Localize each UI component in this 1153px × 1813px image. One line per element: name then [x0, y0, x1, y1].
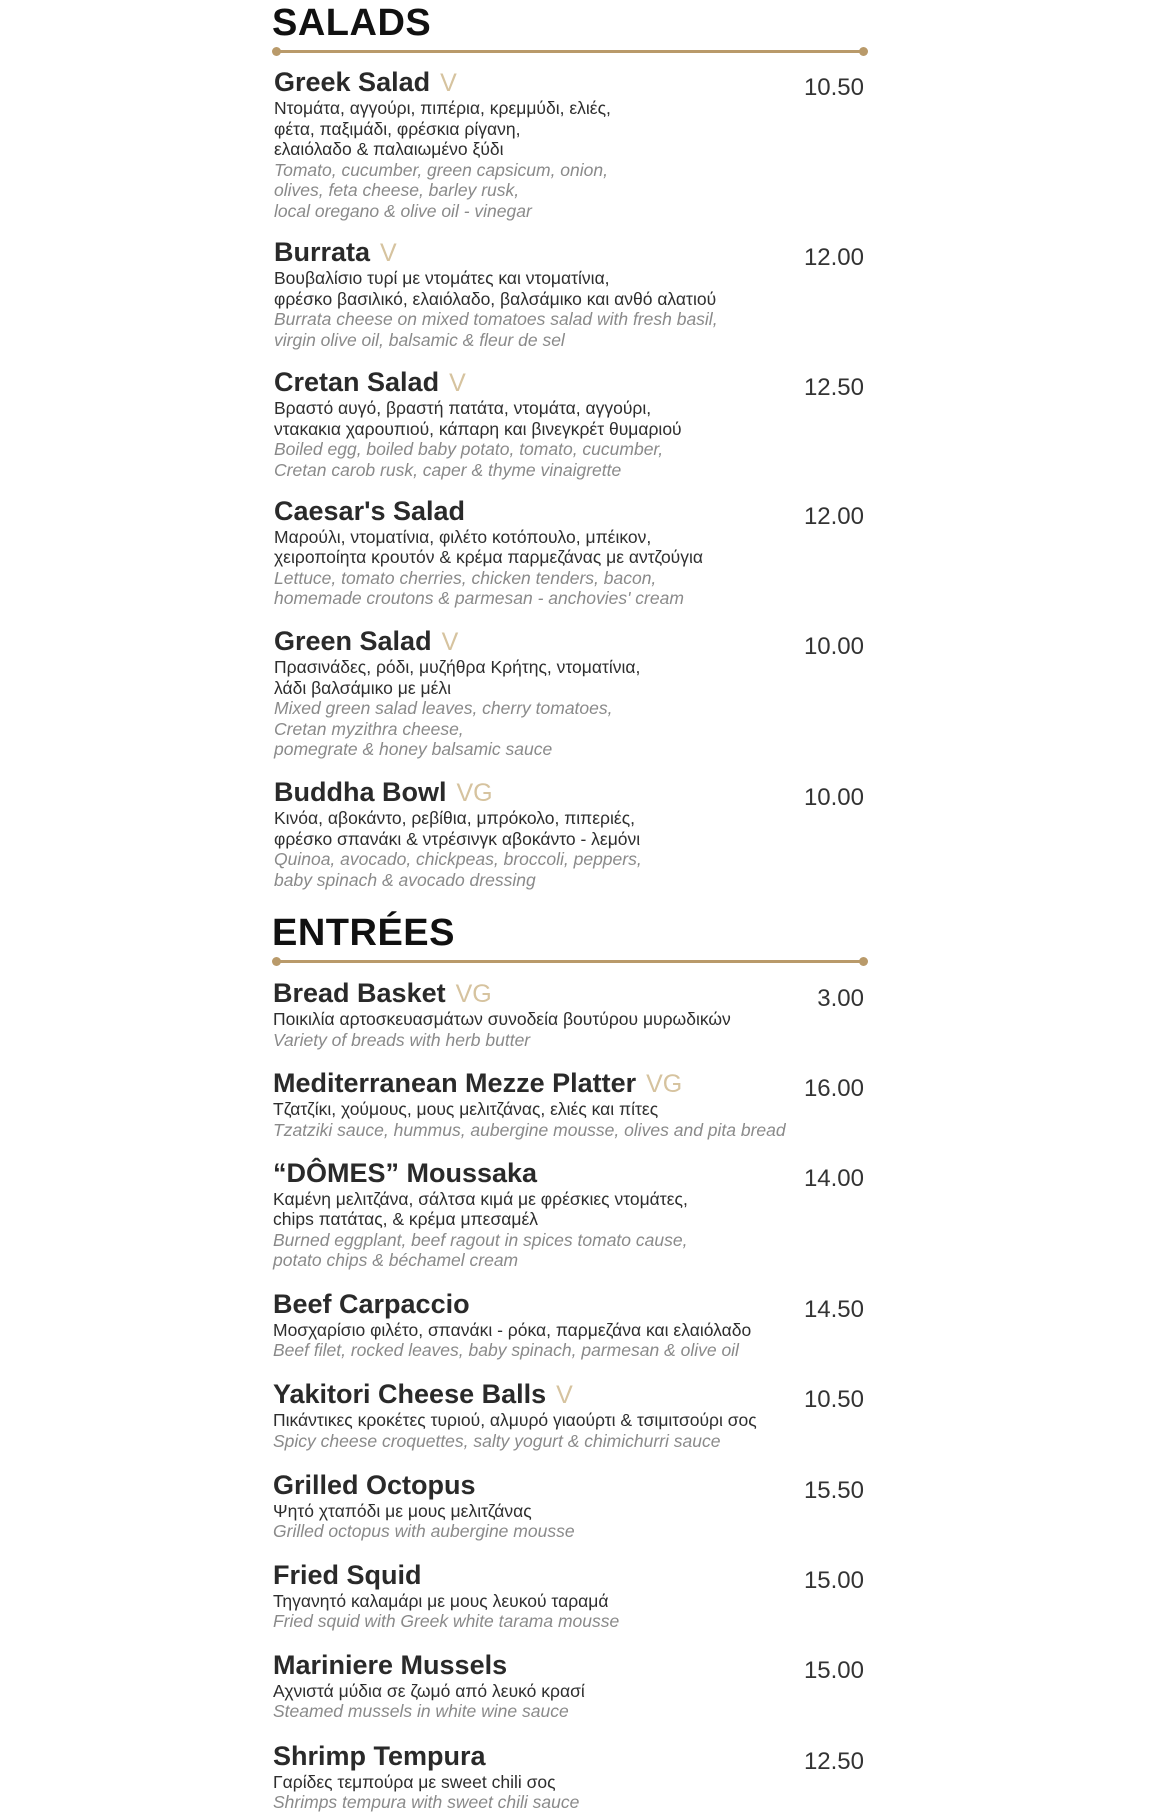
item-name: Bread Basket — [273, 978, 446, 1008]
section-divider — [278, 50, 862, 53]
item-name: Greek Salad — [274, 67, 431, 97]
vegan-badge: VG — [646, 1070, 683, 1098]
item-description-english — [273, 1611, 868, 1632]
desc-line: Burned eggplant, beef ragout in spices tomato cause, — [273, 1229, 688, 1250]
item-description-greek — [274, 398, 868, 439]
desc-line: φέτα, παξιμάδι, φρέσκια ρίγανη, — [274, 118, 521, 139]
menu-item-beef-carpaccio — [273, 1290, 868, 1361]
item-price: 12.50 — [803, 374, 864, 401]
item-description-greek — [274, 98, 868, 160]
item-name: Caesar's Salad — [274, 496, 466, 526]
item-description-greek — [273, 1681, 868, 1702]
menu-item-buddha-bowl — [274, 778, 868, 890]
desc-line: Shrimps tempura with sweet chili sauce — [273, 1792, 580, 1813]
section-title: SALADS — [272, 2, 432, 44]
item-price: 10.00 — [803, 784, 864, 811]
item-price: 12.00 — [803, 244, 864, 271]
item-price: 10.00 — [803, 633, 864, 660]
desc-line: Cretan myzithra cheese, — [274, 718, 464, 739]
desc-line: potato chips & béchamel cream — [273, 1250, 519, 1271]
item-description-english — [274, 698, 868, 760]
item-name: “DÔMES” Moussaka — [273, 1158, 538, 1188]
vegan-badge: VG — [455, 980, 492, 1008]
vegan-badge: VG — [456, 779, 493, 807]
item-description-greek — [274, 268, 868, 309]
item-price: 15.00 — [803, 1657, 864, 1684]
item-name: Shrimp Tempura — [273, 1741, 486, 1771]
item-name: Fried Squid — [273, 1560, 422, 1590]
desc-line: Quinoa, avocado, chickpeas, broccoli, peppers, — [274, 849, 642, 869]
desc-line: homemade croutons & parmesan - anchovies' cream — [274, 588, 684, 609]
section-entrees — [272, 914, 868, 963]
desc-line: Μοσχαρίσιο φιλέτο, σπανάκι - ρόκα, παρμεζάνα και ελαιόλαδο — [273, 1319, 752, 1340]
menu-item-fried-squid — [273, 1561, 868, 1632]
menu-item-cretan-salad — [274, 368, 868, 480]
desc-line: Tomato, cucumber, green capsicum, onion, — [274, 159, 608, 180]
section-salads — [272, 4, 868, 53]
desc-line: φρέσκο σπανάκι & ντρέσινγκ αβοκάντο - λεμόνι — [274, 828, 641, 849]
menu-item-moussaka — [273, 1159, 868, 1271]
item-description-greek — [274, 657, 868, 698]
item-description-greek — [273, 1410, 868, 1431]
item-name: Cretan Salad — [274, 367, 440, 397]
item-description-english — [274, 568, 868, 609]
item-description-greek — [273, 1320, 868, 1341]
desc-line: ελαιόλαδο & παλαιωμένο ξύδι — [274, 139, 504, 159]
item-name: Burrata — [274, 237, 371, 267]
desc-line: Αχνιστά μύδια σε ζωμό από λευκό κρασί — [273, 1680, 585, 1701]
desc-line: Spicy cheese croquettes, salty yogurt & chimichurri sauce — [273, 1430, 721, 1451]
desc-line: Ντομάτα, αγγούρι, πιπέρια, κρεμμύδι, ελιές, — [274, 98, 611, 118]
item-name: Grilled Octopus — [273, 1470, 476, 1500]
item-description-greek — [274, 527, 868, 568]
desc-line: Cretan carob rusk, caper & thyme vinaigrette — [274, 459, 622, 480]
desc-line: Variety of breads with herb butter — [273, 1029, 531, 1050]
desc-line: λάδι βαλσάμικο με μέλι — [274, 677, 452, 698]
desc-line: Ποικιλία αρτοσκευασμάτων συνοδεία βουτύρου μυρωδικών — [273, 1009, 731, 1029]
desc-line: local oregano & olive oil - vinegar — [274, 200, 532, 221]
item-description-english — [273, 1521, 868, 1542]
desc-line: Γαρίδες τεμπούρα με sweet chili σος — [273, 1771, 556, 1792]
desc-line: Steamed mussels in white wine sauce — [273, 1701, 569, 1722]
item-description-english — [273, 1340, 868, 1361]
menu-item-grilled-octopus — [273, 1471, 868, 1542]
desc-line: Grilled octopus with aubergine mousse — [273, 1521, 575, 1542]
item-price: 12.00 — [803, 503, 864, 530]
menu-item-bread-basket — [273, 979, 868, 1050]
desc-line: pomegrate & honey balsamic sauce — [274, 739, 553, 759]
item-description-english — [274, 309, 868, 350]
vegetarian-badge: V — [556, 1381, 573, 1409]
item-description-english — [274, 439, 868, 480]
desc-line: Τζατζίκι, χούμους, μους μελιτζάνας, ελιές και πίτες — [273, 1099, 659, 1119]
desc-line: Πικάντικες κροκέτες τυριού, αλμυρό γιαούρτι & τσιμιτσούρι σος — [273, 1410, 757, 1430]
desc-line: olives, feta cheese, barley rusk, — [274, 180, 520, 200]
desc-line: Πρασινάδες, ρόδι, μυζήθρα Κρήτης, ντοματίνια, — [274, 657, 641, 677]
desc-line: virgin olive oil, balsamic & fleur de sel — [274, 329, 565, 350]
item-name: Beef Carpaccio — [273, 1289, 470, 1319]
vegetarian-badge: V — [441, 628, 459, 656]
menu-item-caesars-salad — [274, 497, 868, 609]
item-description-english — [273, 1230, 868, 1271]
item-description-greek — [273, 1772, 868, 1793]
desc-line: chips πατάτας, & κρέμα μπεσαμέλ — [273, 1209, 538, 1230]
item-price: 12.50 — [803, 1748, 864, 1775]
vegetarian-badge: V — [449, 369, 466, 397]
desc-line: Boiled egg, boiled baby potato, tomato, cucumber, — [274, 439, 664, 459]
item-description-greek — [273, 1009, 868, 1030]
item-description-greek — [274, 808, 868, 849]
item-name: Mariniere Mussels — [273, 1650, 508, 1680]
desc-line: Lettuce, tomato cherries, chicken tenders, bacon, — [274, 567, 657, 588]
item-name: Mediterranean Mezze Platter — [273, 1068, 637, 1098]
desc-line: Μαρούλι, ντοματίνια, φιλέτο κοτόπουλο, μπέικον, — [274, 526, 652, 547]
desc-line: Τηγανητό καλαμάρι με μους λευκού ταραμά — [273, 1590, 609, 1611]
item-price: 10.50 — [803, 74, 864, 101]
desc-line: Κινόα, αβοκάντο, ρεβίθια, μπρόκολο, πιπεριές, — [274, 808, 635, 828]
item-price: 16.00 — [803, 1075, 864, 1102]
desc-line: Mixed green salad leaves, cherry tomatoes, — [274, 698, 613, 718]
item-description-greek — [273, 1591, 868, 1612]
desc-line: φρέσκο βασιλικό, ελαιόλαδο, βαλσάμικο και ανθό αλατιού — [274, 288, 717, 309]
vegetarian-badge: V — [440, 69, 457, 97]
item-description-english — [273, 1120, 868, 1141]
item-description-english — [274, 849, 868, 890]
item-price: 3.00 — [817, 985, 864, 1012]
item-description-english — [273, 1030, 868, 1051]
item-price: 15.00 — [803, 1567, 864, 1594]
desc-line: Fried squid with Greek white tarama mousse — [273, 1611, 620, 1632]
item-name: Buddha Bowl — [274, 777, 447, 807]
item-description-greek — [273, 1189, 868, 1230]
section-divider — [278, 960, 862, 963]
item-description-english — [273, 1701, 868, 1722]
desc-line: Βουβαλίσιο τυρί με ντομάτες και ντοματίνια, — [274, 268, 610, 288]
item-description-english — [273, 1431, 868, 1452]
desc-line: Ψητό χταπόδι με μους μελιτζάνας — [273, 1500, 532, 1521]
item-description-greek — [273, 1099, 868, 1120]
item-description-greek — [273, 1501, 868, 1522]
menu-item-yakitori-cheese-balls — [273, 1380, 868, 1451]
menu-item-shrimp-tempura — [273, 1742, 868, 1813]
menu-item-mezze-platter — [273, 1069, 868, 1140]
item-price: 14.00 — [803, 1165, 864, 1192]
item-description-english — [273, 1792, 868, 1813]
menu-item-green-salad — [274, 627, 868, 760]
item-price: 15.50 — [803, 1477, 864, 1504]
desc-line: Βραστό αυγό, βραστή πατάτα, ντομάτα, αγγούρι, — [274, 398, 652, 418]
section-title: ENTRÉES — [272, 912, 455, 954]
desc-line: baby spinach & avocado dressing — [274, 869, 536, 890]
item-name: Green Salad — [274, 626, 432, 656]
item-description-english — [274, 160, 868, 222]
desc-line: χειροποίητα κρουτόν & κρέμα παρμεζάνας με αντζούγια — [274, 547, 703, 568]
item-name: Yakitori Cheese Balls — [273, 1379, 547, 1409]
item-price: 10.50 — [803, 1386, 864, 1413]
desc-line: Καμένη μελιτζάνα, σάλτσα κιμά με φρέσκιες ντομάτες, — [273, 1188, 688, 1209]
vegetarian-badge: V — [380, 239, 397, 267]
menu-item-greek-salad — [274, 68, 868, 221]
desc-line: Tzatziki sauce, hummus, aubergine mousse, olives and pita bread — [273, 1119, 786, 1140]
menu-item-burrata — [274, 238, 868, 350]
desc-line: ντακακια χαρουπιού, κάπαρη και βινεγκρέτ θυμαριού — [274, 418, 682, 439]
desc-line: Beef filet, rocked leaves, baby spinach, parmesan & olive oil — [273, 1340, 739, 1361]
menu-item-mariniere-mussels — [273, 1651, 868, 1722]
item-price: 14.50 — [803, 1296, 864, 1323]
desc-line: Burrata cheese on mixed tomatoes salad with fresh basil, — [274, 309, 718, 329]
